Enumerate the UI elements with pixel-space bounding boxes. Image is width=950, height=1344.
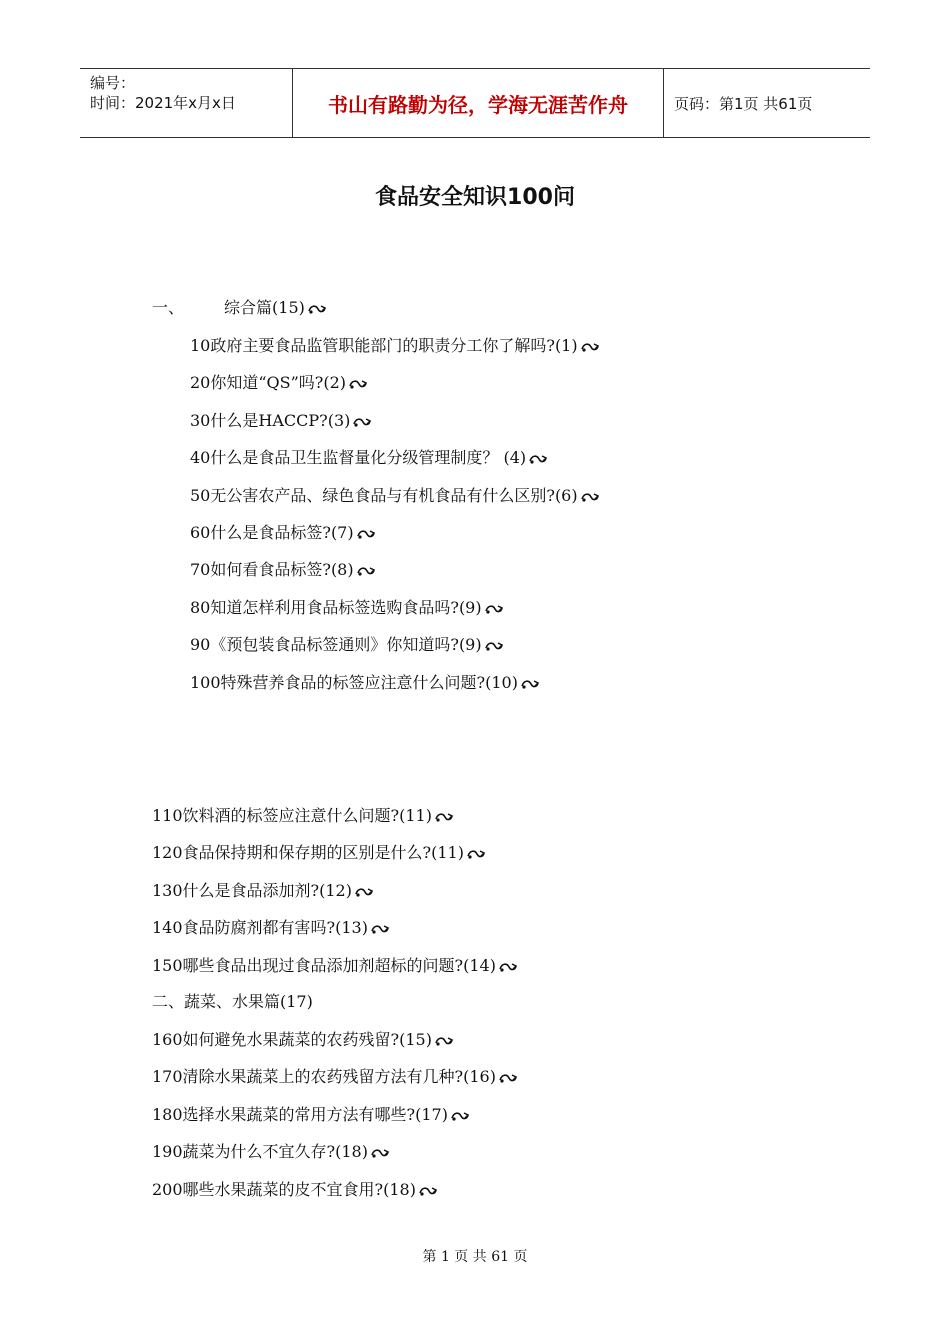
header-motto-cell [293,69,664,137]
link-marker-icon [498,1068,518,1090]
toc-entry-text: 90《预包装食品标签通则》你知道吗?(9) [190,635,482,655]
link-marker-icon [356,524,376,546]
toc-entry[interactable] [190,672,540,696]
link-marker-icon [370,919,390,941]
link-marker-icon [434,1031,454,1053]
toc-entry-text: 140食品防腐剂都有害吗?(13) [152,918,368,938]
link-marker-icon [498,957,518,979]
toc-entry-text: 40什么是食品卫生监督量化分级管理制度？ (4) [190,448,527,468]
toc-entry-text: 150哪些食品出现过食品添加剂超标的问题?(14) [152,955,496,975]
link-marker-icon [520,674,540,696]
link-marker-icon [580,487,600,509]
link-marker-icon [580,337,600,359]
link-marker-icon [348,374,368,396]
header-left-cell [80,69,293,137]
page-footer: 第 1 页 共 61 页 [422,1249,528,1265]
toc-entry-text: 120食品保持期和保存期的区别是什么?(11) [152,843,464,863]
toc-entry[interactable] [190,410,372,434]
section-label: 综合篇(15) [224,298,305,317]
page-info: 页码：第1页 共61页 [674,94,813,113]
motto: 书山有路勤为径，学海无涯苦作舟 [328,92,628,117]
toc-entry-text: 160如何避免水果蔬菜的农药残留?(15) [152,1030,432,1049]
number-label: 编号： [90,74,136,92]
toc-entry[interactable] [152,842,486,866]
toc-entry[interactable] [152,1029,454,1053]
section-number: 一、 [152,298,185,317]
toc-entry-text: 110饮料酒的标签应注意什么问题?(11) [152,806,432,825]
toc-entry[interactable] [190,597,504,621]
toc-entry-text: 180选择水果蔬菜的常用方法有哪些?(17) [152,1104,448,1124]
toc-entry-text: 10政府主要食品监管职能部门的职责分工你了解吗?(1) [190,336,578,355]
toc-entry[interactable] [190,447,548,471]
toc-entry[interactable] [152,1104,470,1128]
toc-entry-text: 200哪些水果蔬菜的皮不宜食用?(18) [152,1179,416,1199]
link-marker-icon [307,299,327,321]
toc-entry[interactable] [152,955,518,979]
toc-entry[interactable] [152,1179,438,1203]
link-marker-icon [418,1181,438,1203]
link-marker-icon [466,844,486,866]
toc-entry[interactable] [152,917,390,941]
toc-entry-text: 170清除水果蔬菜上的农药残留方法有几种?(16) [152,1067,496,1087]
toc-entry[interactable] [152,805,454,829]
toc-entry[interactable] [190,485,600,509]
toc-entry[interactable] [190,522,376,546]
link-marker-icon [352,412,372,434]
toc-entry-text: 100特殊营养食品的标签应注意什么问题?(10) [190,672,518,692]
section-heading-2 [152,991,313,1013]
link-marker-icon [484,636,504,658]
toc-entry[interactable] [190,372,368,396]
toc-entry[interactable] [190,559,376,583]
toc-entry-text: 30什么是HACCP?(3) [190,410,351,430]
toc-entry-text: 60什么是食品标签?(7) [190,523,354,542]
page-header [80,68,870,138]
link-marker-icon [450,1106,470,1128]
toc-entry-text: 80知道怎样利用食品标签选购食品吗?(9) [190,597,482,617]
toc-entry-text: 20你知道“QS”吗?(2) [190,373,347,393]
section-label: 二、蔬菜、水果篇(17) [152,992,313,1011]
header-right-cell [664,69,870,137]
toc-entry[interactable] [190,634,504,658]
link-marker-icon [434,807,454,829]
link-marker-icon [370,1143,390,1165]
time-label: 时间：2021年x月x日 [90,94,236,112]
toc-entry[interactable] [152,1066,518,1090]
toc-entry-text: 130什么是食品添加剂?(12) [152,880,352,900]
toc-entry-text: 190蔬菜为什么不宜久存?(18) [152,1142,368,1162]
link-marker-icon [356,561,376,583]
toc-entry[interactable] [152,880,374,904]
toc-entry-text: 70如何看食品标签?(8) [190,560,354,580]
link-marker-icon [484,599,504,621]
toc-entry[interactable] [190,335,600,359]
toc-entry-text: 50无公害农产品、绿色食品与有机食品有什么区别?(6) [190,485,578,505]
link-marker-icon [528,449,548,471]
toc-entry[interactable] [152,1141,390,1165]
section-heading-1 [152,297,327,321]
link-marker-icon [354,882,374,904]
document-title: 食品安全知识100问 [375,185,575,210]
